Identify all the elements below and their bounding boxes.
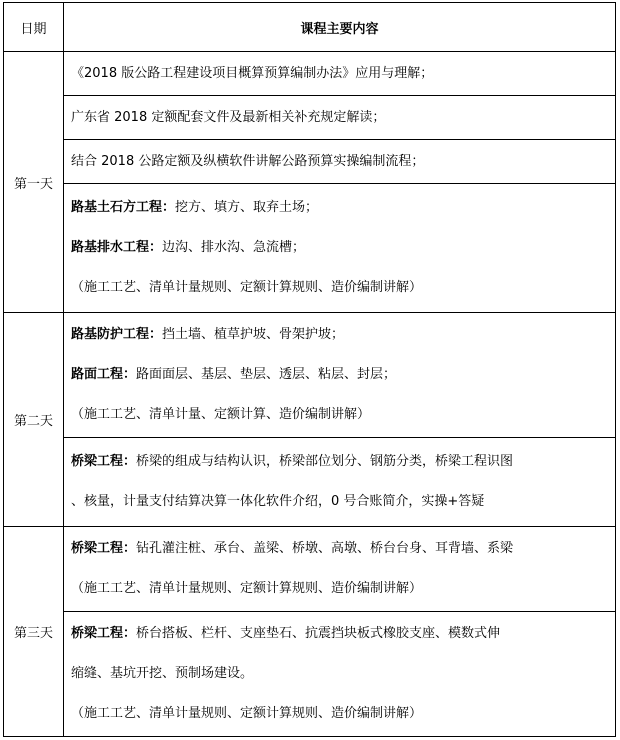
item-line bbox=[71, 569, 615, 609]
header-row bbox=[4, 3, 616, 52]
day-2-item-2 bbox=[64, 438, 616, 527]
item-line bbox=[71, 614, 615, 654]
item-text: 广东省 2018 定额配套文件及最新相关补充规定解读； bbox=[71, 110, 386, 125]
item-text: 缩缝、基坑开挖、预制场建设。 bbox=[71, 666, 254, 681]
table-row bbox=[4, 438, 616, 527]
item-text: 挖方、填方、取弃土场； bbox=[175, 200, 319, 215]
item-text: 挡土墙、植草护坡、骨架护坡； bbox=[162, 327, 345, 342]
day-2-item-1 bbox=[64, 313, 616, 438]
item-text: （施工工艺、清单计量规则、定额计算规则、造价编制讲解） bbox=[71, 581, 423, 596]
item-text: 桥台搭板、栏杆、支座垫石、抗震挡块板式橡胶支座、模数式伸 bbox=[136, 626, 501, 641]
item-text: 钻孔灌注桩、承台、盖梁、桥墩、高墩、桥台台身、耳背墙、系梁 bbox=[136, 541, 514, 556]
table-row bbox=[4, 140, 616, 184]
item-line bbox=[71, 482, 615, 522]
item-line bbox=[71, 529, 615, 569]
date-column-header: 日期 bbox=[4, 3, 64, 52]
table-row bbox=[4, 612, 616, 737]
item-line bbox=[71, 188, 615, 228]
item-line bbox=[71, 442, 615, 482]
day-1-label: 第一天 bbox=[4, 52, 64, 313]
day-3-label: 第三天 bbox=[4, 527, 64, 737]
table-row bbox=[4, 96, 616, 140]
course-schedule-table bbox=[3, 2, 616, 737]
day-1-item-3 bbox=[64, 140, 616, 184]
section-heading: 路基防护工程： bbox=[71, 327, 163, 342]
item-text: 边沟、排水沟、急流槽； bbox=[162, 240, 306, 255]
item-text: （施工工艺、清单计量规则、定额计算规则、造价编制讲解） bbox=[71, 706, 423, 721]
item-line bbox=[71, 268, 615, 308]
table-row bbox=[4, 527, 616, 612]
day-2-label: 第二天 bbox=[4, 313, 64, 527]
item-line bbox=[71, 694, 615, 734]
section-heading: 桥梁工程： bbox=[71, 454, 137, 469]
section-heading: 路基排水工程： bbox=[71, 240, 163, 255]
item-text: 结合 2018 公路定额及纵横软件讲解公路预算实操编制流程； bbox=[71, 154, 425, 169]
item-line bbox=[71, 228, 615, 268]
item-text: 桥梁的组成与结构认识，桥梁部位划分、钢筋分类，桥梁工程识图 bbox=[136, 454, 514, 469]
item-line bbox=[71, 395, 615, 435]
section-heading: 路基土石方工程： bbox=[71, 200, 176, 215]
day-1-item-2 bbox=[64, 96, 616, 140]
content-column-header: 课程主要内容 bbox=[64, 3, 616, 52]
item-line bbox=[71, 654, 615, 694]
day-1-item-4 bbox=[64, 184, 616, 313]
table-row bbox=[4, 184, 616, 313]
section-heading: 桥梁工程： bbox=[71, 541, 137, 556]
day-1-item-1 bbox=[64, 52, 616, 96]
section-heading: 路面工程： bbox=[71, 367, 137, 382]
item-line bbox=[71, 315, 615, 355]
day-3-item-2 bbox=[64, 612, 616, 737]
item-line bbox=[71, 355, 615, 395]
table-row bbox=[4, 52, 616, 96]
item-text: 《2018 版公路工程建设项目概算预算编制办法》应用与理解； bbox=[71, 66, 434, 81]
section-heading: 桥梁工程： bbox=[71, 626, 137, 641]
item-text: 、核量，计量支付结算决算一体化软件介绍，0 号合账简介，实操+答疑 bbox=[71, 494, 485, 509]
item-text: （施工工艺、清单计量、定额计算、造价编制讲解） bbox=[71, 407, 371, 422]
table-row bbox=[4, 313, 616, 438]
item-text: （施工工艺、清单计量规则、定额计算规则、造价编制讲解） bbox=[71, 280, 423, 295]
item-text: 路面面层、基层、垫层、透层、粘层、封层； bbox=[136, 367, 397, 382]
day-3-item-1 bbox=[64, 527, 616, 612]
